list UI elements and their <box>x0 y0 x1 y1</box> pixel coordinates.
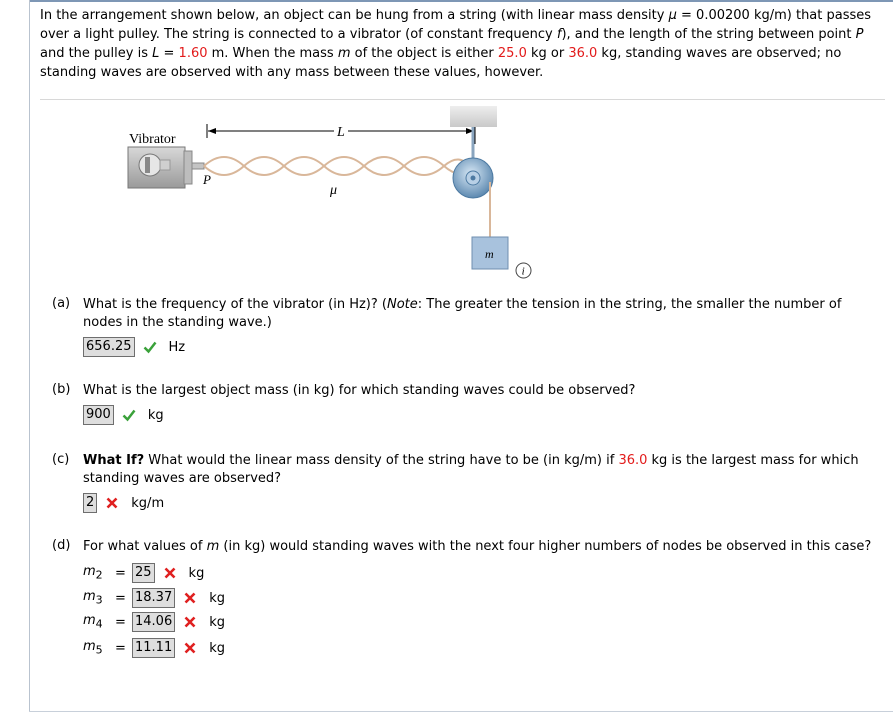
vibrator <box>128 147 204 188</box>
part-a-question: What is the frequency of the vibrator (in Hz)? (Note: The greater the tension in the string, the smaller the number of nodes in the standing wave.) <box>83 297 842 330</box>
info-icon[interactable] <box>515 262 532 279</box>
ceiling-mount <box>450 106 497 127</box>
part-d-question: For what values of m (in kg) would standing waves with the next four higher numbers of nodes be observed in this case? <box>83 539 872 554</box>
m4-row: $m_4$ = 14.06 kg <box>83 613 225 631</box>
m5-unit: kg <box>209 640 225 656</box>
m4-unit: kg <box>209 614 225 630</box>
part-a-answer-row <box>83 337 185 357</box>
mu-label: μ <box>330 183 338 198</box>
point-p-label: P <box>203 172 211 187</box>
part-c-question: What If? What would the linear mass density of the string have to be (in kg/m) if 36.0 kg is the largest mass for which standing waves are observed? <box>83 453 859 486</box>
m2-answer-field[interactable]: 25 <box>132 563 155 583</box>
m3-answer-field[interactable]: 18.37 <box>132 588 175 608</box>
mass2-value: 36.0 <box>568 46 598 61</box>
check-icon <box>122 408 136 422</box>
m2-unit: kg <box>188 565 205 581</box>
mass1-value: 25.0 <box>497 46 527 61</box>
max-mass-answer-field[interactable]: 900 <box>83 405 114 425</box>
svg-text:i: i <box>521 265 525 278</box>
cross-icon <box>163 566 177 580</box>
pulley <box>453 158 493 198</box>
check-icon <box>143 340 157 354</box>
density-answer-field[interactable]: 2 <box>83 493 97 513</box>
frequency-answer-field[interactable]: 656.25 <box>83 337 135 357</box>
frequency-unit: Hz <box>168 339 186 355</box>
part-a-label: (a) <box>52 296 71 311</box>
vibrating-string <box>204 157 470 175</box>
m3-unit: kg <box>209 590 225 606</box>
density-unit: kg/m <box>131 495 165 511</box>
part-c-answer-row <box>83 493 164 513</box>
part-c-label: (c) <box>52 452 70 467</box>
problem-text: In the arrangement shown below, an object can be hung from a string (with linear mass density μ = 0.00200 kg/m) that passes over a light pulley. The string is connected to a vibrator (of constant frequency f), and the length of the string between point P and the pulley is L = 1.60 m. When the mass m of the object is either 25.0 kg or 36.0 kg, standing waves are observed; no standing waves are observed with any mass between these values, however. <box>40 8 872 80</box>
cross-icon <box>183 641 197 655</box>
length-value: 1.60 <box>178 46 208 61</box>
part-b-label: (b) <box>52 382 71 397</box>
cross-icon <box>183 615 197 629</box>
m5-answer-field[interactable]: 11.11 <box>132 638 175 658</box>
max-mass-unit: kg <box>147 407 164 423</box>
m3-row: $m_3$ = 18.37 kg <box>83 589 225 607</box>
vibrator-label: Vibrator <box>129 132 176 147</box>
m2-row: $m_2$ = 25 kg <box>83 564 205 582</box>
cross-icon <box>105 496 119 510</box>
part-b-question: What is the largest object mass (in kg) for which standing waves could be observed? <box>83 383 636 398</box>
physics-figure <box>0 0 893 300</box>
length-label: L <box>337 125 345 140</box>
bottom-border <box>29 711 893 712</box>
part-d-label: (d) <box>52 538 71 553</box>
cross-icon <box>183 591 197 605</box>
m4-answer-field[interactable]: 14.06 <box>132 612 175 632</box>
part-b-answer-row <box>83 405 164 425</box>
mass-label: m <box>485 247 494 261</box>
m5-row: $m_5$ = 11.11 kg <box>83 639 225 657</box>
